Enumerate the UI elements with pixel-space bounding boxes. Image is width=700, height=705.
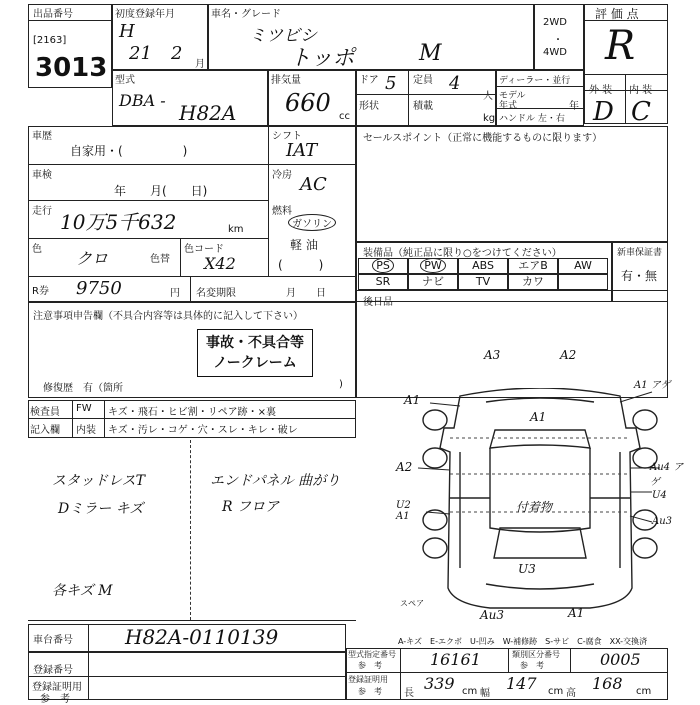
remark-left-3: 各キズ M xyxy=(52,583,113,599)
equipment-item: PW xyxy=(420,258,446,273)
lot-box xyxy=(28,4,112,88)
fuel-gas-circled: ガソリン xyxy=(288,214,336,231)
equipment-cell xyxy=(408,274,458,290)
warranty-value: 有・無 xyxy=(621,269,658,283)
int-label: 内 装 xyxy=(629,85,653,96)
diag-a1-front-left: A1 xyxy=(404,393,421,407)
fuel-diesel: 軽 油 xyxy=(290,238,318,252)
remark-right-1: エンドパネル 曲がり xyxy=(210,473,341,489)
mileage-value: 10万5千632 xyxy=(60,210,177,234)
remark-left-1: スタッドレスT xyxy=(52,473,145,489)
model: トッポ xyxy=(289,46,355,71)
cert-label: 登録証明用 xyxy=(32,682,82,693)
equipment-item: カワ xyxy=(522,275,544,288)
drive-2wd: 2WD xyxy=(543,17,567,28)
history-label: 車歴 xyxy=(32,131,52,142)
disp-unit: cc xyxy=(339,111,350,122)
fuel-paren: ( ) xyxy=(278,258,324,272)
diag-au3-right: Au3 xyxy=(652,516,673,527)
damage-legend: A-キズ E-エクボ U-凹み W-補修跡 S-サビ C-腐食 XX-交換済 xyxy=(398,637,648,646)
cert-ref-3: 参 考 xyxy=(358,687,382,696)
width-label: 幅 xyxy=(480,688,490,699)
chassis-box xyxy=(28,624,346,652)
reg-label: 登録番号 xyxy=(33,665,73,676)
disp-value: 660 xyxy=(285,89,331,117)
notes-label: 注意事項申告欄（不具合内容等は具体的に記入して下さい） xyxy=(33,311,303,322)
door-value: 5 xyxy=(385,73,397,94)
ext-score: D xyxy=(593,97,614,127)
chassis-label: 車台番号 xyxy=(33,635,73,646)
lot-code: [2163] xyxy=(33,35,67,46)
color-code-label: 色コード xyxy=(184,244,224,255)
type-value: H82A xyxy=(179,101,237,125)
equipment-item: TV xyxy=(475,275,491,288)
diag-a3-top: A3 xyxy=(484,348,501,362)
disp-box xyxy=(268,70,356,126)
equipment-item: ABS xyxy=(472,259,494,272)
month-unit: 月 xyxy=(195,59,205,70)
cap-unit: 人 xyxy=(483,91,493,102)
remark-left-2: Dミラー キズ xyxy=(58,501,144,517)
diag-spare: スペア xyxy=(400,599,424,608)
diag-au4-right: Au4 アゲ xyxy=(650,462,684,488)
mileage-label: 走行 xyxy=(32,206,52,217)
length-value: 339 xyxy=(424,674,455,693)
class-label: 類別区分番号 xyxy=(512,650,560,659)
equipment-item: エアB xyxy=(518,259,548,272)
eval-box xyxy=(584,4,668,127)
length-label: 長 xyxy=(404,688,414,699)
inspection-label: 車検 xyxy=(32,170,52,181)
type-label: 型式 xyxy=(115,75,135,86)
disp-label: 排気量 xyxy=(271,75,301,86)
remark-right-2: R フロア xyxy=(222,499,279,515)
load-label: 積載 xyxy=(413,101,433,112)
cert-ref: 参 考 xyxy=(40,694,70,705)
equipment-cell xyxy=(458,258,508,274)
equipment-item: ナビ xyxy=(422,275,444,288)
equipment-cell xyxy=(558,258,608,274)
height-label: 高 xyxy=(566,688,576,699)
type-spec-sub: 参 考 xyxy=(358,661,382,670)
diag-au3-bottom: Au3 xyxy=(480,608,505,622)
width-value: 147 xyxy=(506,674,537,693)
equipment-cell xyxy=(458,274,508,290)
type-spec-value: 16161 xyxy=(430,650,481,669)
diag-u3-rear: U3 xyxy=(518,562,536,576)
shift-label: シフト xyxy=(272,131,302,142)
after-box xyxy=(356,290,668,398)
cap-label: 定員 xyxy=(413,75,433,86)
equipment-item: SR xyxy=(375,275,391,288)
type-prefix: DBA - xyxy=(119,91,166,110)
class-value: 0005 xyxy=(600,650,641,669)
inspector-label: 検査員 xyxy=(30,407,60,418)
cert-ref-2: 登録証明用 xyxy=(348,675,388,684)
sales-point-box xyxy=(356,126,668,242)
width-unit: cm xyxy=(548,686,564,697)
type-box xyxy=(112,70,268,126)
aircon-value: AC xyxy=(300,174,327,195)
repair-label: 修復歴 有（箇所 xyxy=(43,383,123,394)
fw-label: FW xyxy=(76,403,92,414)
era: H xyxy=(119,21,135,42)
drive-box xyxy=(534,4,584,70)
diag-a1-hood: A1 xyxy=(530,410,547,424)
aircon-label: 冷房 xyxy=(272,170,292,181)
model-year-unit: 年 xyxy=(569,101,579,112)
chassis-value: H82A-0110139 xyxy=(125,625,279,649)
model-year-label: モデル年式 xyxy=(499,91,526,111)
diag-a1-bottom: A1 xyxy=(568,606,585,620)
ext-label: 外 装 xyxy=(589,85,613,96)
after-label: 後日品 xyxy=(363,297,393,308)
recycle-unit: 円 xyxy=(170,288,180,299)
color-label: 色 xyxy=(32,244,42,255)
drive-4wd: 4WD xyxy=(543,47,567,58)
color-change-label: 色替 xyxy=(150,254,170,265)
diag-a2-top: A2 xyxy=(560,348,577,362)
equipment-cell xyxy=(508,274,558,290)
reg-year: 21 xyxy=(129,43,152,64)
class-sub: 参 考 xyxy=(520,661,544,670)
eval-label: 評 価 点 xyxy=(595,7,639,21)
handle-label: ハンドル 左・右 xyxy=(499,114,565,124)
repair-close: ) xyxy=(339,379,343,390)
reg-month: 2 xyxy=(171,43,183,64)
equipment-cell xyxy=(558,274,608,290)
recycle-label: R券 xyxy=(32,286,49,297)
fw-items: キズ・飛石・ヒビ割・リペア跡・×裏 xyxy=(108,407,276,418)
drive-dot: ・ xyxy=(553,35,563,46)
int-items: キズ・汚レ・コゲ・穴・スレ・キレ・破レ xyxy=(108,425,298,436)
int-label: 内装 xyxy=(76,425,96,436)
equipment-cell xyxy=(408,258,458,274)
shift-value: IAT xyxy=(286,140,318,161)
first-reg-label: 初度登録年月 xyxy=(115,9,175,20)
fuel-label: 燃料 xyxy=(272,206,292,217)
door-label: ドア xyxy=(359,75,379,86)
lot-number: 3013 xyxy=(35,53,108,83)
height-value: 168 xyxy=(592,674,623,693)
equipment-cell xyxy=(358,274,408,290)
height-unit: cm xyxy=(636,686,652,697)
length-unit: cm xyxy=(462,686,478,697)
first-reg-box xyxy=(112,4,208,70)
maker: ミツビシ xyxy=(249,26,317,46)
diag-a1-front-right: A1 アゲ xyxy=(634,380,671,391)
equipment-cell xyxy=(508,258,558,274)
color-value: クロ xyxy=(76,249,109,268)
history-value: 自家用・( ) xyxy=(70,144,188,158)
equipment-item: PS xyxy=(372,258,394,273)
no-claim-stamp xyxy=(197,329,313,377)
door-cap-box xyxy=(356,70,496,126)
title-change-value: 月 日 xyxy=(286,288,326,299)
warranty-label: 新車保証書 xyxy=(617,248,663,258)
equipment-label: 装備品（純正品に限り○をつけてください） xyxy=(363,248,562,259)
color-code-value: X42 xyxy=(204,254,236,273)
load-unit: kg xyxy=(483,113,496,124)
title-change-label: 名変期限 xyxy=(196,288,236,299)
diag-deposit: 付着物 xyxy=(516,500,553,514)
diag-u4-right: U4 xyxy=(652,490,667,501)
eval-score: R xyxy=(605,23,636,69)
writer-label: 記入欄 xyxy=(30,425,60,436)
diag-u2a1-left: U2 A1 xyxy=(396,500,411,522)
stamp-line2: ノークレーム xyxy=(213,355,297,371)
name-label: 車名・グレード xyxy=(211,9,281,20)
stamp-line1: 事故・不具合等 xyxy=(206,335,304,351)
recycle-value: 9750 xyxy=(76,278,122,299)
inspection-value: 年 月( 日) xyxy=(114,184,208,198)
shape-label: 形状 xyxy=(359,101,379,112)
equipment-cell xyxy=(358,258,408,274)
int-score: C xyxy=(631,97,651,127)
lot-label: 出品番号 xyxy=(33,9,73,20)
name-box xyxy=(208,4,534,70)
mileage-unit: km xyxy=(228,224,244,235)
notes-box xyxy=(28,302,356,398)
equipment-item: AW xyxy=(574,259,592,272)
cap-value: 4 xyxy=(449,73,461,94)
sales-point-label: セールスポイント（正常に機能するものに限ります） xyxy=(363,133,603,144)
dealer-label: ディーラー・並行 xyxy=(499,76,571,86)
type-spec-label: 型式指定番号 xyxy=(348,650,396,659)
diag-a2-left: A2 xyxy=(396,460,413,474)
dealer-box xyxy=(496,70,584,126)
grade: M xyxy=(419,41,442,66)
